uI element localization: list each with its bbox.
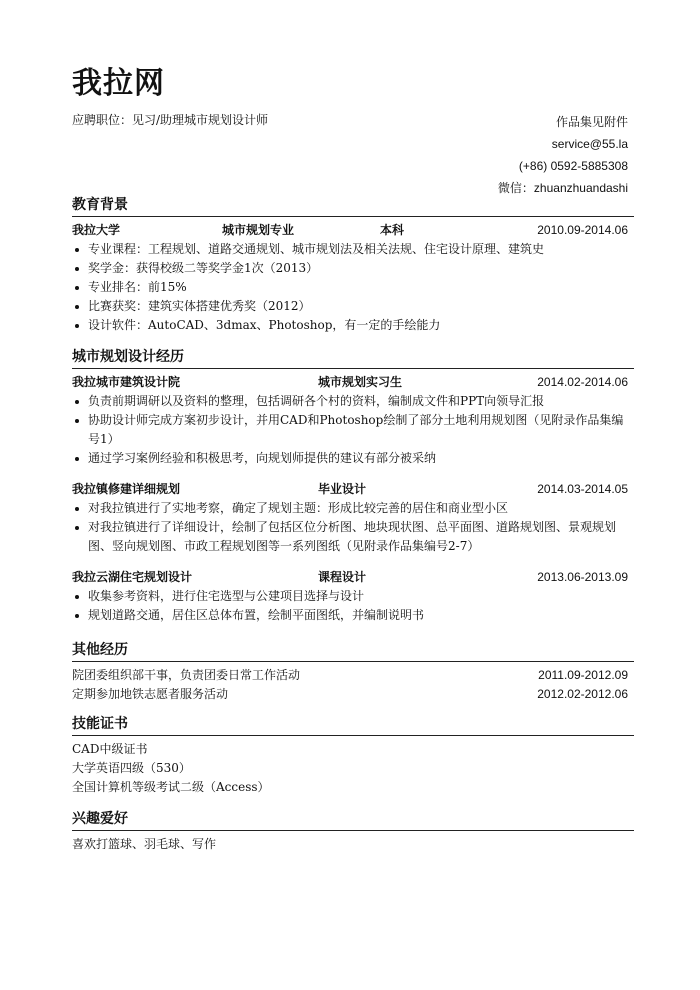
contact-block <box>498 111 628 199</box>
list-item: 专业课程：工程规划、道路交通规划、城市规划法及相关法规、住宅设计原理、建筑史 <box>72 240 634 259</box>
date: 2014.02-2014.06 <box>537 375 628 389</box>
other-text: 定期参加地铁志愿者服务活动 <box>72 687 229 701</box>
school: 我拉大学 <box>72 223 121 237</box>
list-item: 规划道路交通，居住区总体布置，绘制平面图纸，并编制说明书 <box>72 606 634 625</box>
email: service@55.la <box>551 137 628 151</box>
portfolio-note: 作品集见附件 <box>555 115 628 129</box>
experience-row <box>72 568 634 587</box>
experience-row <box>72 480 634 499</box>
date: 2013.06-2013.09 <box>537 570 628 584</box>
list-item: 奖学金：获得校级二等奖学金1次（2013） <box>72 259 634 278</box>
role: 毕业设计 <box>318 482 367 496</box>
list-item: 大学英语四级（530） <box>72 761 191 775</box>
wechat-label: 微信： <box>497 181 534 195</box>
organization: 我拉云湖住宅规划设计 <box>72 570 193 584</box>
major: 城市规划专业 <box>222 223 295 237</box>
experience-row <box>72 373 634 392</box>
list-item: 专业排名：前15% <box>72 278 634 297</box>
list-item: 协助设计师完成方案初步设计，并用CAD和Photoshop绘制了部分土地利用规划图（见附录作品集编号1） <box>72 411 634 449</box>
list-item: 通过学习案例经验和积极思考，向规划师提供的建议有部分被采纳 <box>72 449 634 468</box>
degree: 本科 <box>380 223 405 237</box>
list-item: 收集参考资料，进行住宅选型与公建项目选择与设计 <box>72 587 634 606</box>
organization: 我拉城市建筑设计院 <box>72 375 181 389</box>
section-title: 城市规划设计经历 <box>72 348 634 369</box>
section-title: 技能证书 <box>72 715 634 736</box>
list-item: 比赛获奖：建筑实体搭建优秀奖（2012） <box>72 297 634 316</box>
list-item: 对我拉镇进行了详细设计，绘制了包括区位分析图、地块现状图、总平面图、道路规划图、景观规划图、竖向规划图、市政工程规划图等一系列图纸（见附录作品集编号2-7） <box>72 518 634 556</box>
list-item: 全国计算机等级考试二级（Access） <box>72 780 270 794</box>
phone: (+86) 0592-5885308 <box>518 159 628 173</box>
experience-section <box>72 348 634 625</box>
hobbies-text: 喜欢打篮球、羽毛球、写作 <box>72 837 217 851</box>
list-item: CAD中级证书 <box>72 742 148 756</box>
section-title: 兴趣爱好 <box>72 810 634 831</box>
section-title: 其他经历 <box>72 641 634 662</box>
list-item <box>72 666 634 685</box>
education-section <box>72 196 634 335</box>
date: 2014.03-2014.05 <box>537 482 628 496</box>
organization: 我拉镇修建详细规划 <box>72 482 181 496</box>
hobbies-section <box>72 810 634 854</box>
list-item: 设计软件：AutoCAD、3dmax、Photoshop，有一定的手绘能力 <box>72 316 634 335</box>
list-item: 对我拉镇进行了实地考察，确定了规划主题：形成比较完善的居住和商业型小区 <box>72 499 634 518</box>
other-text: 院团委组织部干事，负责团委日常工作活动 <box>72 668 301 682</box>
other-section <box>72 641 634 704</box>
role: 课程设计 <box>318 570 367 584</box>
list-item <box>72 685 634 704</box>
list-item: 负责前期调研以及资料的整理，包括调研各个村的资料，编制成文件和PPT向领导汇报 <box>72 392 634 411</box>
education-row <box>72 221 634 240</box>
skills-section <box>72 715 634 797</box>
role: 城市规划实习生 <box>318 375 403 389</box>
date: 2010.09-2014.06 <box>537 223 628 237</box>
date: 2012.02-2012.06 <box>537 687 628 701</box>
job-target: 应聘职位：见习/助理城市规划设计师 <box>72 113 269 127</box>
wechat-id: zhuanzhuandashi <box>533 181 628 195</box>
candidate-name: 我拉网 <box>72 66 165 101</box>
date: 2011.09-2012.09 <box>538 668 628 682</box>
section-title: 教育背景 <box>72 196 634 217</box>
